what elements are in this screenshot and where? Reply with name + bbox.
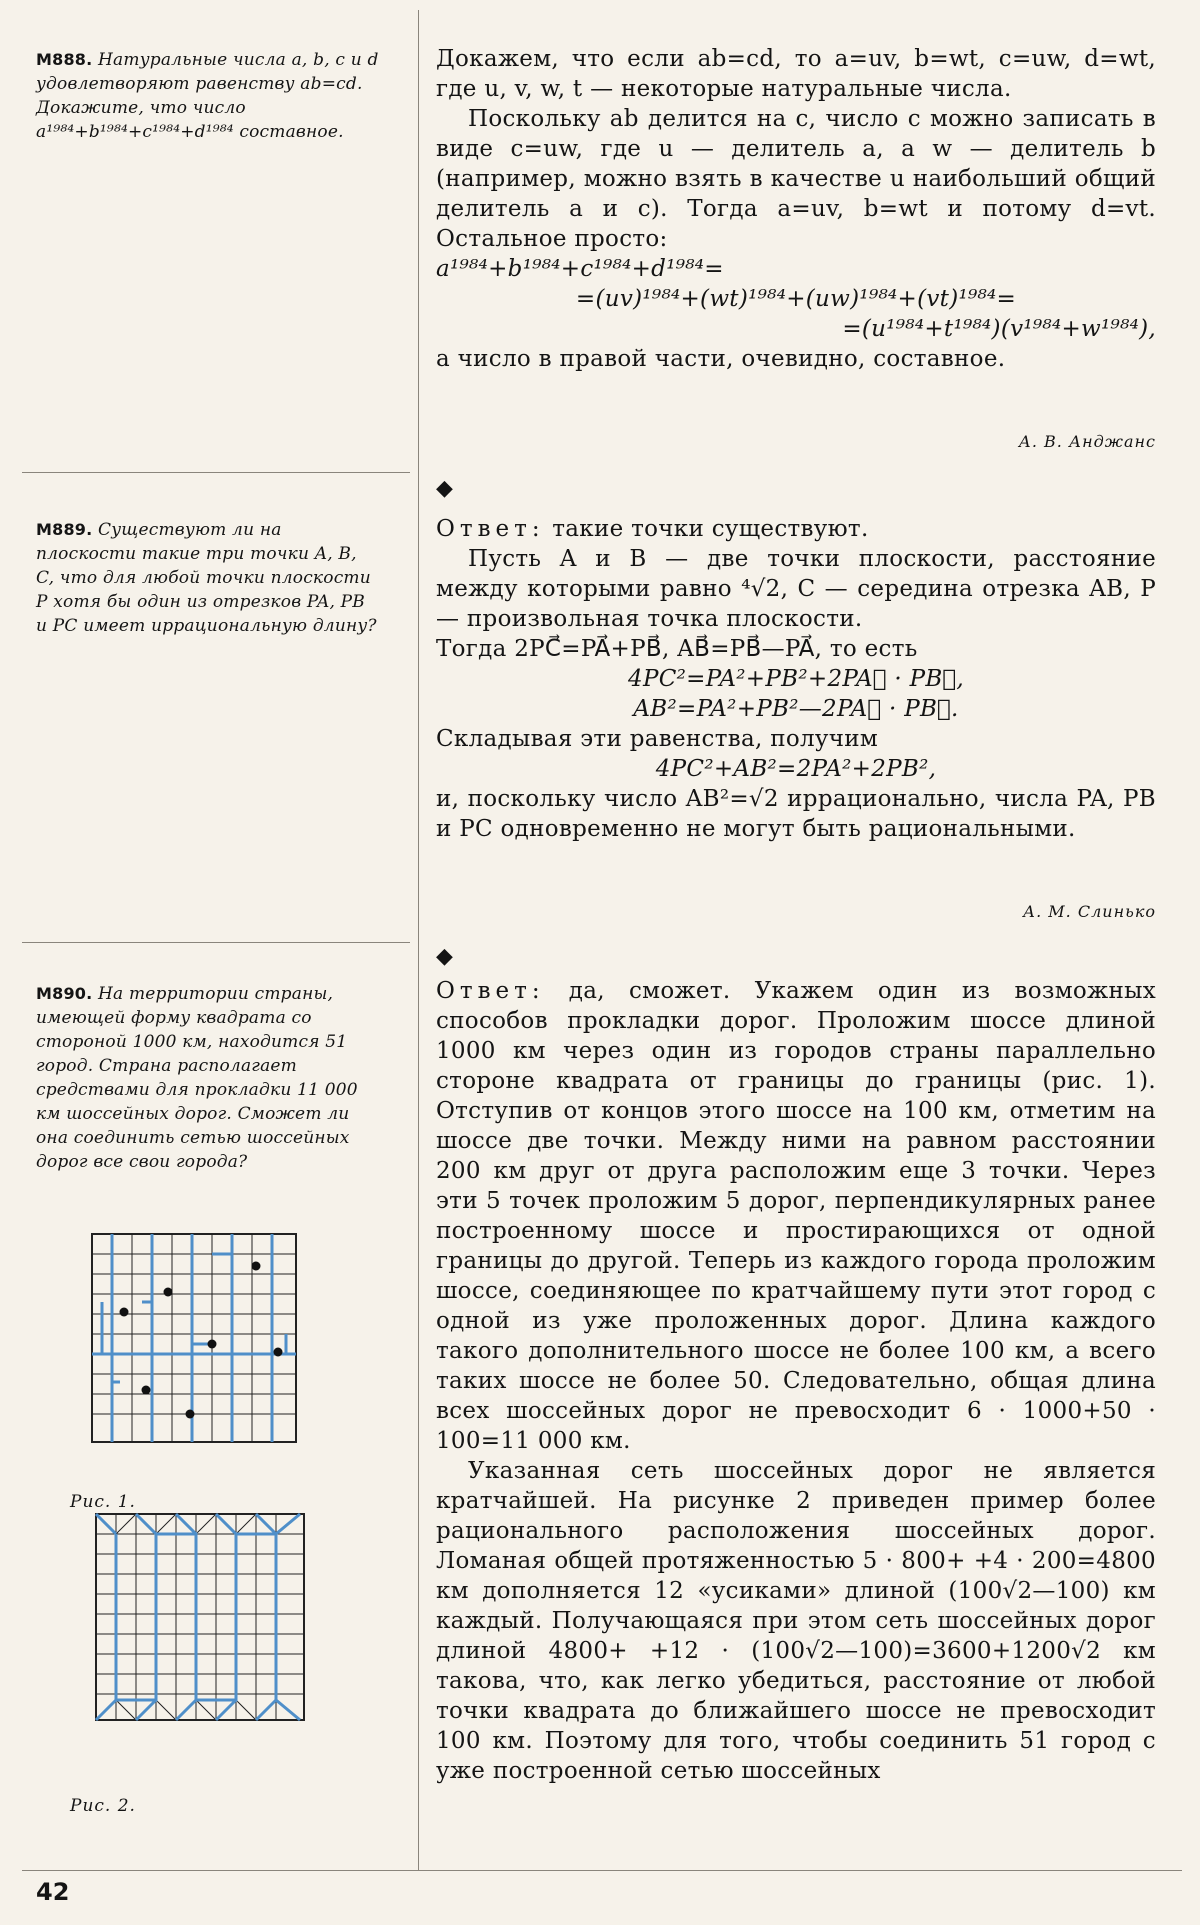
solution-paragraph: и, поскольку число AB²=√2 иррационально, числа PA, PB и PC одновременно не могут быть рациональными. — [436, 786, 1156, 842]
city-point — [120, 1308, 129, 1317]
diamond-icon: ◆ — [436, 944, 453, 969]
problem-id: M888. — [36, 50, 93, 69]
figure-1-caption: Рис. 1. — [70, 1492, 136, 1512]
solution-m889 — [436, 514, 1156, 844]
figure-2-grid — [94, 1512, 306, 1722]
city-point — [208, 1340, 217, 1349]
solution-paragraph: Пусть A и B — две точки плоскости, расстояние между которыми равно ⁴√2, C — середина отрезка AB, P — произвольная точка плоскости. — [436, 546, 1156, 632]
author-signature: А. М. Слинько — [1022, 902, 1156, 921]
formula: 4PC²+AB²=2PA²+2PB², — [655, 756, 937, 782]
problem-text: Существуют ли на плоскости такие три точки A, B, C, что для любой точки плоскости P хотя бы один из отрезков PA, PB и PC имеет иррациональную длину? — [36, 520, 377, 636]
solution-paragraph: Указанная сеть шоссейных дорог не является кратчайшей. На рисунке 2 приведен пример более рационального расположения шоссейных дорог. Ломаная общей протяженностью 5 · 800+ +4 · 200=4800 км дополняется 12 «усиками» длиной (100√2—100) км каждый. Получающаяся при этом сеть шоссейных дорог длиной 4800+ +12 · (100√2—100)=3600+1200√2 км такова, что, как легко убедиться, расстояние от любой точки квадрата до ближайшего шоссе не превосходит 100 км. Поэтому для того, чтобы соединить 51 город с уже построенной сетью шоссейных — [436, 1458, 1156, 1784]
problem-m889 — [36, 518, 380, 638]
answer-text: такие точки существуют. — [552, 516, 869, 542]
answer-label: Ответ: — [436, 978, 545, 1004]
page-bottom-rule — [22, 1870, 1182, 1871]
city-point — [164, 1288, 173, 1297]
city-point — [252, 1262, 261, 1271]
solution-paragraph: а число в правой части, очевидно, составное. — [436, 346, 1006, 372]
solution-paragraph: Складывая эти равенства, получим — [436, 726, 879, 752]
formula: Тогда 2PC⃗=PA⃗+PB⃗, AB⃗=PB⃗—PA⃗, то есть — [436, 636, 918, 662]
solution-m888 — [436, 44, 1156, 374]
figure-1-grid — [90, 1232, 298, 1444]
figure-2-caption: Рис. 2. — [70, 1796, 136, 1816]
problem-id: M890. — [36, 984, 93, 1003]
formula: a¹⁹⁸⁴+b¹⁹⁸⁴+c¹⁹⁸⁴+d¹⁹⁸⁴= — [436, 256, 724, 282]
problem-text: На территории страны, имеющей форму квадрата со стороной 1000 км, находится 51 город. Страна располагает средствами для прокладки 11 000 км шоссейных дорог. Сможет ли она соединить сетью шоссейных дорог все свои города? — [36, 984, 358, 1172]
formula: 4PC²=PA²+PB²+2PA⃗ · PB⃗, — [628, 666, 964, 692]
city-point — [274, 1348, 283, 1357]
solution-paragraph: Поскольку ab делится на c, число c можно записать в виде c=uw, где u — делитель a, а w — делитель b (например, можно взять в качестве u наибольший общий делитель a и c). Тогда a=uv, b=wt и потому d=vt. Остальное просто: — [436, 106, 1156, 252]
solution-paragraph: Докажем, что если ab=cd, то a=uv, b=wt, c=uw, d=wt, где u, v, w, t — некоторые натуральные числа. — [436, 46, 1156, 102]
problem-m888 — [36, 48, 380, 144]
formula: =(u¹⁹⁸⁴+t¹⁹⁸⁴)(v¹⁹⁸⁴+w¹⁹⁸⁴), — [842, 316, 1156, 342]
problem-m890 — [36, 982, 380, 1174]
city-point — [142, 1386, 151, 1395]
answer-label: Ответ: — [436, 516, 545, 542]
problem-divider — [22, 472, 410, 473]
author-signature: А. В. Анджанс — [1018, 432, 1156, 451]
diamond-icon: ◆ — [436, 476, 453, 501]
formula: =(uv)¹⁹⁸⁴+(wt)¹⁹⁸⁴+(uw)¹⁹⁸⁴+(vt)¹⁹⁸⁴= — [575, 286, 1017, 312]
solution-m890 — [436, 976, 1156, 1786]
column-divider — [418, 10, 419, 1870]
formula: AB²=PA²+PB²—2PA⃗ · PB⃗. — [633, 696, 959, 722]
problem-divider — [22, 942, 410, 943]
problem-text: Натуральные числа a, b, c и d удовлетворяют равенству ab=cd. Докажите, что число a¹⁹⁸⁴+b¹⁹⁸⁴+c¹⁹⁸⁴+d¹⁹⁸⁴ составное. — [36, 50, 379, 142]
city-point — [186, 1410, 195, 1419]
page-number: 42 — [36, 1878, 70, 1906]
answer-text: да, сможет. Укажем один из возможных способов прокладки дорог. Проложим шоссе длиной 1000 км через один из городов страны параллельно стороне квадрата от границы до границы (рис. 1). Отступив от концов этого шоссе на 100 км, отметим на шоссе две точки. Между ними на равном расстоянии 200 км друг от друга расположим еще 3 точки. Через эти 5 точек проложим 5 дорог, перпендикулярных ранее построенному шоссе и простирающихся от одной границы до другой. Теперь из каждого города проложим шоссе, соединяющее по кратчайшему пути этот город с одной из уже проложенных дорог. Длина каждого такого дополнительного шоссе не более 100 км, а всего таких шоссе не более 50. Следовательно, общая длина всех шоссейных дорог не превосходит 6 · 1000+50 · 100=11 000 км. — [436, 978, 1156, 1454]
problem-id: M889. — [36, 520, 93, 539]
